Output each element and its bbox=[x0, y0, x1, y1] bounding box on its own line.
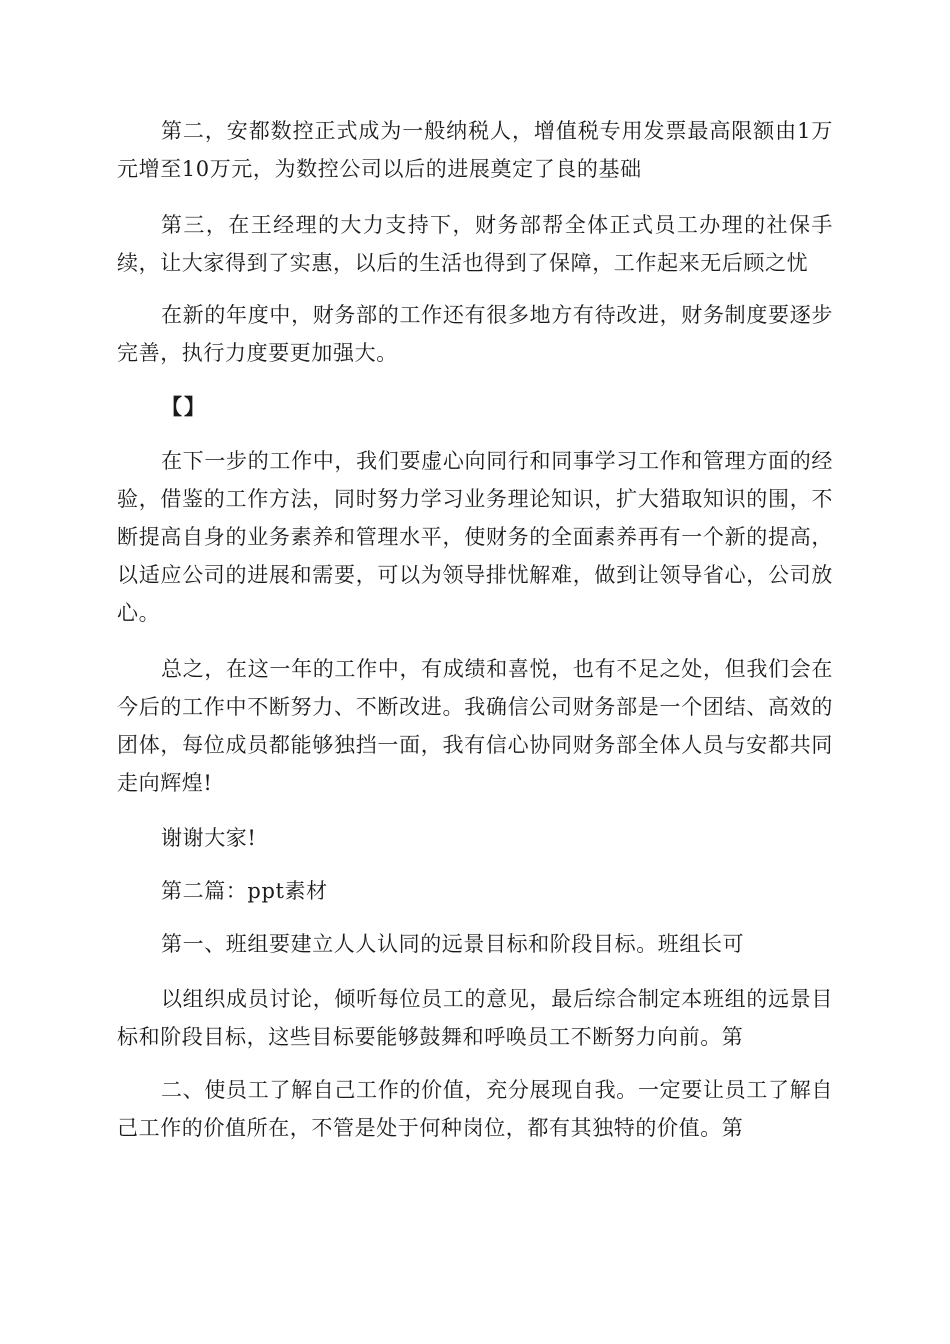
paragraph-team-goals: 第一、班组要建立人人认同的远景目标和阶段目标。班组长可 bbox=[161, 932, 745, 956]
section-heading-second-article: 第二篇：ppt素材 bbox=[161, 879, 328, 903]
paragraph-brackets: 【】 bbox=[161, 394, 207, 419]
paragraph-team-discussion: 以组织成员讨论，倾听每位员工的意见，最后综合制定本班组的远景目标和阶段目标，这些目标要能够鼓舞和呼唤员工不断努力向前。第 bbox=[117, 987, 833, 1049]
paragraph-thanks: 谢谢大家! bbox=[161, 826, 257, 850]
paragraph-employee-value: 二、使员工了解自己工作的价值，充分展现自我。一定要让员工了解自己工作的价值所在，不管是处于何种岗位，都有其独特的价值。第 bbox=[117, 1078, 833, 1140]
paragraph-conclusion: 总之，在这一年的工作中，有成绩和喜悦，也有不足之处，但我们会在今后的工作中不断努力、不断改进。我确信公司财务部是一个团结、高效的团体，每位成员都能够独挡一面，我有信心协同财务部全体人员与安都共同走向辉煌! bbox=[117, 657, 833, 795]
paragraph-next-steps: 在下一步的工作中，我们要虚心向同行和同事学习工作和管理方面的经验，借鉴的工作方法，同时努力学习业务理论知识，扩大猎取知识的围，不断提高自身的业务素养和管理水平，使财务的全面素养再有一个新的提高，以适应公司的进展和需要，可以为领导排忧解难，做到让领导省心，公司放心。 bbox=[117, 449, 833, 625]
paragraph-new-year-improvement: 在新的年度中，财务部的工作还有很多地方有待改进，财务制度要逐步完善，执行力度要更加强大。 bbox=[117, 303, 833, 365]
paragraph-tax-status: 第二，安都数控正式成为一般纳税人，增值税专用发票最高限额由1万元增至10万元，为数控公司以后的进展奠定了良的基础 bbox=[117, 119, 833, 181]
paragraph-social-insurance: 第三，在王经理的大力支持下，财务部帮全体正式员工办理的社保手续，让大家得到了实惠，以后的生活也得到了保障，工作起来无后顾之忧 bbox=[117, 213, 833, 275]
